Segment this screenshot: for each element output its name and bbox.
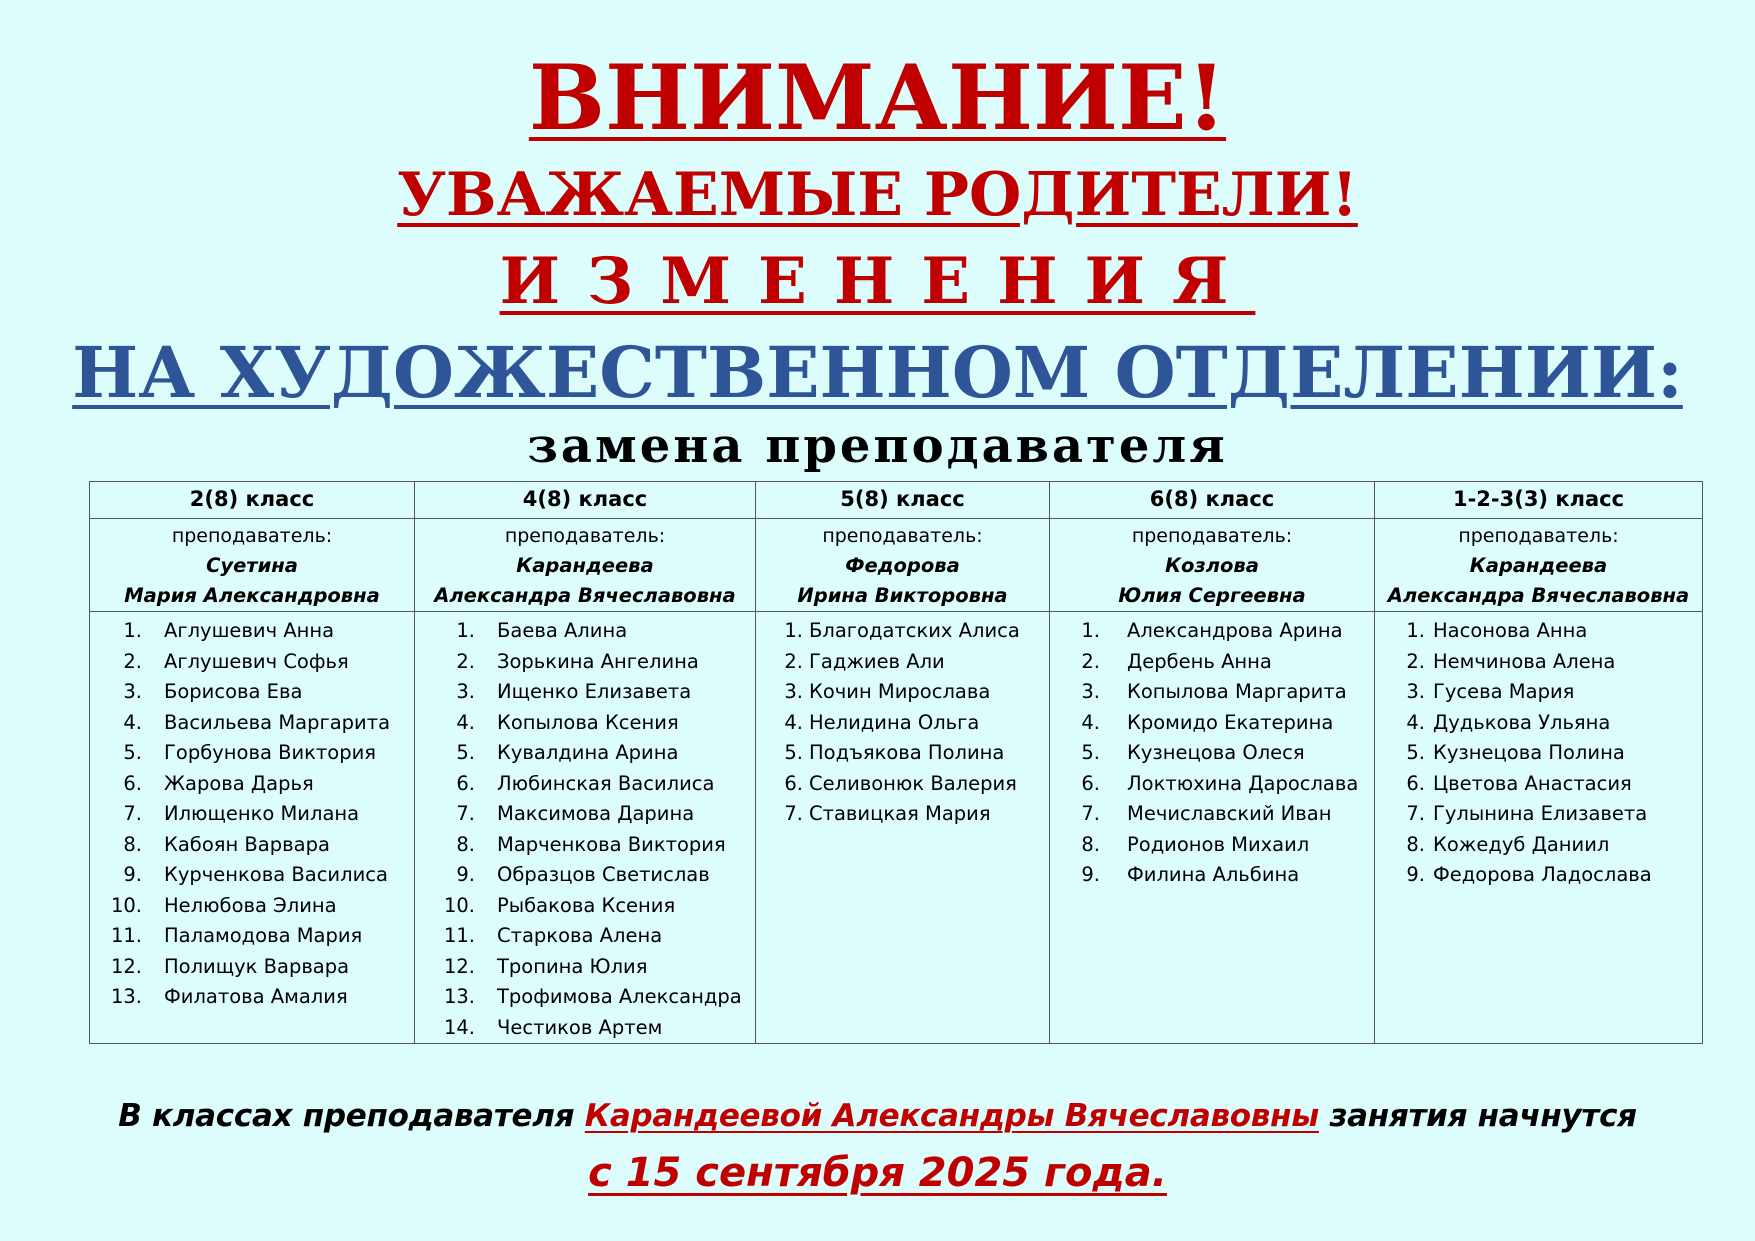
student-name: Селивонюк Валерия xyxy=(809,771,1017,795)
student-name: Образцов Светислав xyxy=(497,863,710,886)
teacher-name: Юлия Сергеевна xyxy=(1118,584,1306,607)
student-number: 3. xyxy=(784,680,803,703)
class-header-row xyxy=(90,482,1703,519)
student-number: 1. xyxy=(123,619,142,642)
student-name: Нелюбова Элина xyxy=(164,893,337,917)
student-list-item xyxy=(1050,677,1374,708)
student-list-item xyxy=(415,830,755,861)
student-list-item xyxy=(415,616,755,647)
student-number: 8. xyxy=(456,832,475,856)
student-number: 5. xyxy=(123,741,142,764)
teacher-surname: Карандеева xyxy=(516,554,654,577)
teacher-name: Александра Вячеславовна xyxy=(1387,584,1690,607)
student-list-item xyxy=(90,769,414,800)
student-list-item xyxy=(1375,647,1702,678)
student-list-item xyxy=(756,677,1049,708)
student-name: Немчинова Алена xyxy=(1433,649,1616,673)
student-list-item xyxy=(90,952,414,983)
student-number: 4. xyxy=(1081,710,1100,734)
student-list-item xyxy=(1375,830,1702,861)
student-name: Филина Альбина xyxy=(1127,863,1300,886)
student-list-item xyxy=(1375,708,1702,739)
student-name: Борисова Ева xyxy=(164,680,303,703)
student-list-item xyxy=(90,860,414,891)
student-number: 14. xyxy=(443,1015,475,1039)
class-title: 6(8) класс xyxy=(1050,482,1375,519)
student-number: 3. xyxy=(1081,680,1100,703)
student-name: Аглушевич Софья xyxy=(164,649,349,673)
student-number: 11. xyxy=(110,924,142,947)
student-name: Кочин Мирослава xyxy=(809,680,991,703)
student-name: Локтюхина Дарослава xyxy=(1127,771,1359,795)
student-list-item xyxy=(90,677,414,708)
student-name: Васильева Маргарита xyxy=(164,710,391,734)
student-list-cell xyxy=(90,612,415,1044)
footer-notice xyxy=(0,1096,1755,1136)
student-number: 6. xyxy=(1406,771,1425,795)
student-number: 2. xyxy=(784,649,803,673)
student-name: Полищук Варвара xyxy=(164,954,350,978)
student-list xyxy=(1050,616,1374,891)
student-number: 7. xyxy=(784,802,803,825)
student-name: Дербень Анна xyxy=(1127,649,1272,673)
student-number: 3. xyxy=(123,680,142,703)
student-list-item xyxy=(756,799,1049,830)
student-number: 10. xyxy=(110,893,142,917)
student-number: 9. xyxy=(1081,863,1100,886)
student-name: Филатова Амалия xyxy=(164,985,348,1008)
student-list-item xyxy=(415,708,755,739)
student-number: 6. xyxy=(1081,771,1100,795)
student-number: 8. xyxy=(123,832,142,856)
student-name: Кабоян Варвара xyxy=(164,832,330,856)
student-number: 10. xyxy=(443,893,475,917)
student-list-item xyxy=(1375,677,1702,708)
student-name: Рыбакова Ксения xyxy=(497,893,676,917)
footer-date: с 15 сентября 2025 года. xyxy=(588,1150,1167,1196)
student-name: Цветова Анастасия xyxy=(1433,771,1632,795)
student-number: 9. xyxy=(456,863,475,886)
teacher-label: преподаватель: xyxy=(1458,525,1619,547)
student-number: 8. xyxy=(1406,832,1425,856)
student-name: Кузнецова Полина xyxy=(1433,741,1625,764)
student-name: Кузнецова Олеся xyxy=(1127,741,1305,764)
student-list-item xyxy=(756,708,1049,739)
teacher-cell xyxy=(90,519,415,612)
student-list-item xyxy=(1375,769,1702,800)
student-list-item xyxy=(415,891,755,922)
student-list-item xyxy=(1050,830,1374,861)
teacher-surname: Карандеева xyxy=(1469,554,1608,577)
student-list-item xyxy=(415,952,755,983)
student-list-item xyxy=(90,708,414,739)
student-list-item xyxy=(415,982,755,1013)
teacher-cell xyxy=(756,519,1050,612)
student-number: 1. xyxy=(1406,619,1425,642)
student-number: 11. xyxy=(443,924,475,947)
student-list-item xyxy=(756,616,1049,647)
student-list-cell xyxy=(1050,612,1375,1044)
student-list-item xyxy=(1050,799,1374,830)
student-number: 5. xyxy=(456,741,475,764)
student-list-item xyxy=(415,647,755,678)
student-list-item xyxy=(1050,616,1374,647)
class-title: 2(8) класс xyxy=(90,482,415,519)
student-list-item xyxy=(415,677,755,708)
student-list-item xyxy=(415,799,755,830)
student-name: Старкова Алена xyxy=(497,924,663,947)
student-name: Александрова Арина xyxy=(1127,619,1343,642)
student-list xyxy=(1375,616,1702,891)
class-title: 4(8) класс xyxy=(415,482,756,519)
student-number: 13. xyxy=(443,985,475,1008)
teacher-label: преподаватель: xyxy=(822,525,983,547)
student-name: Родионов Михаил xyxy=(1127,832,1310,856)
student-number: 4. xyxy=(123,710,142,734)
student-list-item xyxy=(415,738,755,769)
class-schedule-table xyxy=(89,481,1703,1044)
student-list-item xyxy=(415,1013,755,1044)
student-number: 3. xyxy=(456,680,475,703)
student-list-item xyxy=(90,799,414,830)
teacher-surname: Суетина xyxy=(206,554,298,577)
student-name: Подъякова Полина xyxy=(809,741,1005,764)
student-list-item xyxy=(90,738,414,769)
class-title: 5(8) класс xyxy=(756,482,1050,519)
student-name: Паламодова Мария xyxy=(164,924,363,947)
student-number: 6. xyxy=(456,771,475,795)
student-list-cell xyxy=(756,612,1050,1044)
student-name: Илющенко Милана xyxy=(164,802,360,825)
student-number: 7. xyxy=(1081,802,1100,825)
student-number: 1. xyxy=(784,619,803,642)
student-list-item xyxy=(756,647,1049,678)
student-list-item xyxy=(415,769,755,800)
student-number: 2. xyxy=(1081,649,1100,673)
student-number: 7. xyxy=(1406,802,1425,825)
student-list xyxy=(415,616,755,1043)
greeting-heading: УВАЖАЕМЫЕ РОДИТЕЛИ! xyxy=(397,160,1358,230)
student-list-item xyxy=(756,769,1049,800)
student-list-item xyxy=(90,982,414,1013)
teacher-cell xyxy=(1050,519,1375,612)
student-name: Баева Алина xyxy=(497,619,628,642)
student-name: Зорькина Ангелина xyxy=(497,649,699,673)
student-number: 3. xyxy=(1406,680,1425,703)
footer-prefix: В классах преподавателя xyxy=(118,1098,585,1134)
teacher-name: Мария Александровна xyxy=(124,584,380,607)
teacher-label: преподаватель: xyxy=(504,525,666,547)
student-number: 2. xyxy=(456,649,475,673)
student-name: Жарова Дарья xyxy=(164,771,314,795)
student-name: Тропина Юлия xyxy=(497,954,648,978)
student-name: Ставицкая Мария xyxy=(809,802,991,825)
student-list-item xyxy=(1050,769,1374,800)
student-name: Копылова Маргарита xyxy=(1127,680,1347,703)
student-number: 4. xyxy=(1406,710,1425,734)
student-number: 1. xyxy=(456,619,475,642)
student-number: 12. xyxy=(443,954,475,978)
student-name: Ищенко Елизавета xyxy=(497,680,692,703)
student-number: 9. xyxy=(1406,863,1425,886)
class-title: 1-2-3(3) класс xyxy=(1375,482,1703,519)
student-number: 8. xyxy=(1081,832,1100,856)
student-number: 1. xyxy=(1081,619,1100,642)
student-list-item xyxy=(1050,860,1374,891)
student-name: Гусева Мария xyxy=(1433,680,1575,703)
teacher-surname: Федорова xyxy=(845,554,960,577)
student-number: 13. xyxy=(110,985,142,1008)
student-number: 7. xyxy=(123,802,142,825)
student-list-item xyxy=(1375,799,1702,830)
footer-teacher: Карандеевой Александры Вячеславовны xyxy=(584,1098,1319,1134)
students-row xyxy=(90,612,1703,1044)
student-list-item xyxy=(90,616,414,647)
student-name: Кромидо Екатерина xyxy=(1127,710,1334,734)
student-list-item xyxy=(90,921,414,952)
student-number: 4. xyxy=(784,710,803,734)
student-name: Любинская Василиса xyxy=(497,771,715,795)
student-name: Горбунова Виктория xyxy=(164,741,376,764)
student-name: Трофимова Александра xyxy=(497,985,742,1008)
student-name: Кувалдина Арина xyxy=(497,741,679,764)
student-list-item xyxy=(1375,616,1702,647)
student-list-item xyxy=(90,830,414,861)
teacher-name: Александра Вячеславовна xyxy=(434,584,736,607)
student-number: 7. xyxy=(456,802,475,825)
department-heading: НА ХУДОЖЕСТВЕННОМ ОТДЕЛЕНИИ: xyxy=(72,331,1683,414)
student-name: Гаджиев Али xyxy=(809,649,945,673)
teacher-label: преподаватель: xyxy=(171,525,333,547)
teacher-surname: Козлова xyxy=(1165,554,1259,577)
student-list-item xyxy=(756,738,1049,769)
student-name: Нелидина Ольга xyxy=(809,710,980,734)
student-number: 4. xyxy=(456,710,475,734)
student-number: 6. xyxy=(784,771,803,795)
student-number: 12. xyxy=(110,954,142,978)
teacher-cell xyxy=(1375,519,1703,612)
student-list xyxy=(90,616,414,1013)
student-name: Мечиславский Иван xyxy=(1127,802,1332,825)
student-name: Гулынина Елизавета xyxy=(1433,802,1648,825)
student-name: Кожедуб Даниил xyxy=(1433,832,1610,856)
student-name: Аглушевич Анна xyxy=(164,619,335,642)
student-number: 2. xyxy=(123,649,142,673)
student-name: Насонова Анна xyxy=(1433,619,1588,642)
student-number: 9. xyxy=(123,863,142,886)
student-list-item xyxy=(1050,647,1374,678)
teacher-name: Ирина Викторовна xyxy=(797,584,1008,607)
student-list-item xyxy=(415,860,755,891)
student-list-item xyxy=(1375,860,1702,891)
student-list-cell xyxy=(415,612,756,1044)
student-list-item xyxy=(90,647,414,678)
student-list-item xyxy=(1050,738,1374,769)
attention-heading: ВНИМАНИЕ! xyxy=(528,45,1227,151)
student-number: 2. xyxy=(1406,649,1425,673)
student-name: Копылова Ксения xyxy=(497,710,679,734)
student-list-item xyxy=(1050,708,1374,739)
student-name: Максимова Дарина xyxy=(497,802,695,825)
teacher-row xyxy=(90,519,1703,612)
student-name: Курченкова Василиса xyxy=(164,863,388,886)
student-number: 5. xyxy=(1081,741,1100,764)
teacher-cell xyxy=(415,519,756,612)
subtitle-heading: замена преподавателя xyxy=(527,418,1228,474)
student-name: Федорова Ладослава xyxy=(1433,863,1652,886)
student-name: Марченкова Виктория xyxy=(497,832,726,856)
student-number: 5. xyxy=(1406,741,1425,764)
student-number: 5. xyxy=(784,741,803,764)
student-name: Благодатских Алиса xyxy=(809,619,1020,642)
footer-suffix: занятия начнутся xyxy=(1318,1098,1637,1134)
student-list xyxy=(756,616,1049,830)
student-list-item xyxy=(90,891,414,922)
student-number: 6. xyxy=(123,771,142,795)
changes-heading: ИЗМЕНЕНИЯ xyxy=(499,244,1256,319)
student-name: Честиков Артем xyxy=(497,1015,663,1039)
student-list-item xyxy=(415,921,755,952)
teacher-label: преподаватель: xyxy=(1131,525,1293,547)
student-name: Дудькова Ульяна xyxy=(1433,710,1611,734)
student-list-cell xyxy=(1375,612,1703,1044)
student-list-item xyxy=(1375,738,1702,769)
